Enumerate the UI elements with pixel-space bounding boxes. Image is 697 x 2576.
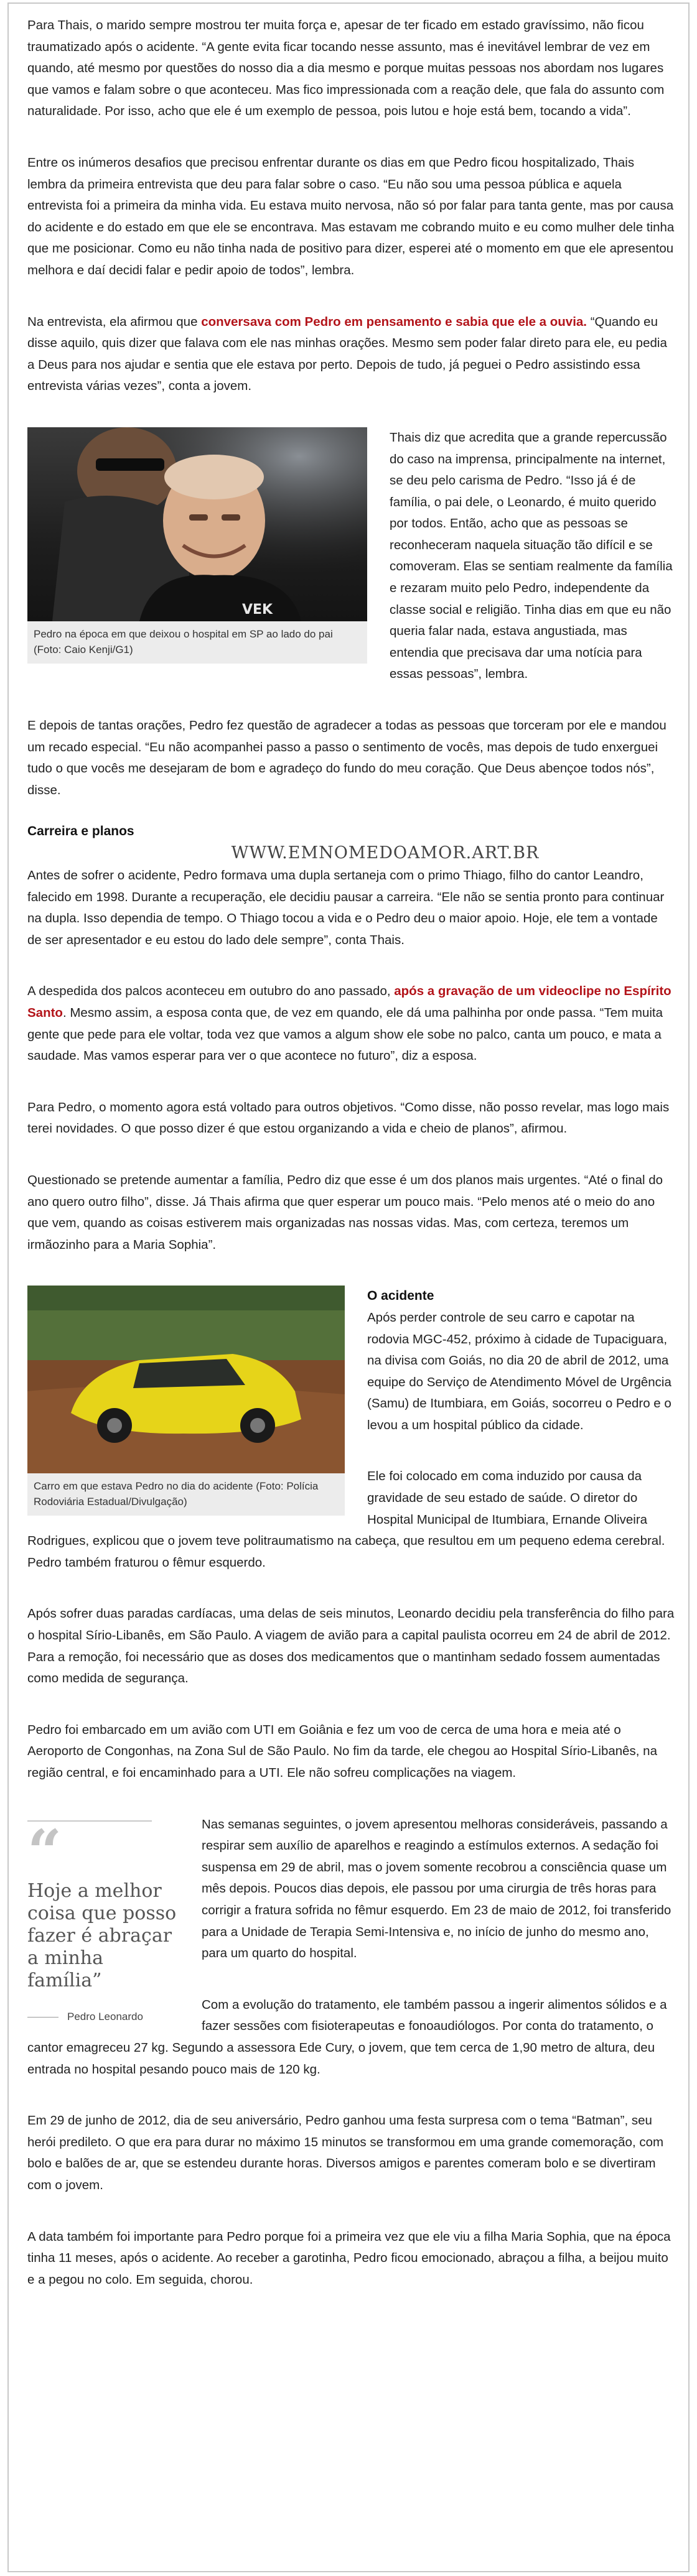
article-frame: [7, 2, 690, 2572]
highlight-link[interactable]: após a gravação de um videoclipe no Espírito Santo: [27, 984, 671, 1020]
paragraph: E depois de tantas orações, Pedro fez questão de agradecer a todas as pessoas que torceram por ele e mandou um recado especial. “Eu não acompanhei passo a passo o sentimento de vocês, mas depois de tudo enxerguei tudo o que vocês me desejaram de bom e agradeço do fundo do meu coração. Que Deus abençoe todos nós”, disse.: [27, 718, 667, 797]
paragraph: Para Pedro, o momento agora está voltado para outros objetivos. “Como disse, não posso revelar, mas logo mais terei novidades. O que posso dizer é que estou organizando a vida e cheio de planos”, afirmou.: [27, 1100, 670, 1136]
section-heading: Carreira e planos: [27, 824, 134, 839]
photo-illustration: [27, 427, 367, 621]
paragraph: Com a evolução do tratamento, ele também passou a ingerir alimentos sólidos e a fazer sessões com fisioterapeutas e fonoaudiólogos. Por conta do tratamento, o cantor emagreceu 27 kg. Segundo a assessora Ede Cury, o jovem, que tem cerca de 1,90 metro de altura, deu entrada no hospital pesando pouco mais de 120 kg.: [27, 1997, 667, 2077]
author-dash: [27, 2017, 58, 2018]
quote-author: Pedro Leonardo: [27, 2011, 177, 2023]
photo-image: [27, 1286, 345, 1473]
paragraph: Após perder controle de seu carro e capotar na rodovia MGC-452, próximo à cidade de Tupaciguara, na divisa com Goiás, no dia 20 de abril de 2012, uma equipe do Serviço de Atendimento Móvel de Urgência (Samu) de Itumbiara, em Goiás, socorreu o Pedro e o levou a um hospital público da cidade.: [367, 1310, 671, 1432]
photo-caption: Pedro na época em que deixou o hospital em SP ao lado do pai (Foto: Caio Kenji/G1): [34, 628, 333, 656]
paragraph: A despedida dos palcos aconteceu em outubro do ano passado, após a gravação de um videoclipe no Espírito Santo. Mesmo assim, a esposa conta que, de vez em quando, ele dá uma palhinha por onde passa. “Tem muita gente que pede para ele voltar, toda vez que vamos a algum show ele sobe no palco, canta um pouco, e mata a saudade. Mas vamos esperar para ver o que acontece no futuro”, diz a esposa.: [27, 984, 671, 1063]
paragraph: Após sofrer duas paradas cardíacas, uma delas de seis minutos, Leonardo decidiu pela transferência do filho para o hospital Sírio-Libanês, em São Paulo. A viagem de avião para a capital paulista ocorreu em 24 de abril de 2012. Para a remoção, foi necessário que as doses dos medicamentos que o mantinham sedado fossem aumentadas como medida de segurança.: [27, 1606, 675, 1686]
paragraph: Thais diz que acredita que a grande repercussão do caso na imprensa, principalmente na internet, se deu pelo carisma de Pedro. “Isso já é de família, o pai dele, o Leonardo, é muito querido por todos. Então, acho que as pessoas se reconheceram naquela situação tão difícil e se comoveram. Elas se sentiam realmente da família e rezaram muito pelo Pedro, independente da classe social e religião. Tinha dias em que eu não queria falar nada, estava angustiada, mas entendia que precisava dar uma notícia para essas pessoas”, lembra.: [390, 430, 673, 682]
paragraph: Em 29 de junho de 2012, dia de seu aniversário, Pedro ganhou uma festa surpresa com o tema “Batman”, seu herói predileto. O que era para durar no máximo 15 minutos se transformou em uma grande comemoração, com bolo e balões de ar, que se estendeu durante horas. Diversos amigos e parentes comeram bolo e se divertiram com o jovem.: [27, 2113, 664, 2192]
quote-text: Hoje a melhor coisa que posso fazer é abraçar a minha família”: [27, 1879, 177, 1991]
watermark-text: WWW.EMNOMEDOAMOR.ART.BR: [231, 843, 540, 863]
pull-quote: [27, 1816, 177, 2023]
photo-caption: Carro em que estava Pedro no dia do acidente (Foto: Polícia Rodoviária Estadual/Divulgação): [34, 1480, 319, 1508]
photo-crashed-car: [27, 1286, 345, 1516]
paragraph: Para Thais, o marido sempre mostrou ter muita força e, apesar de ter ficado em estado gravíssimo, não ficou traumatizado após o acidente. “A gente evita ficar tocando nesse assunto, mas é inevitável lembrar de vez em quando, até mesmo por questões do nosso dia a dia mesmo e porque muitas pessoas nos abordam nos lugares que vamos e falam sobre o que aconteceu. Mas fico impressionada com a reação dele, que fala do assunto com naturalidade. Por isso, acho que ele é um exemplo de pessoa, pois lutou e hoje está bem, tocando a vida”.: [27, 18, 665, 119]
section-heading: O acidente: [367, 1289, 434, 1304]
paragraph: Na entrevista, ela afirmou que conversava com Pedro em pensamento e sabia que ele a ouvia. “Quando eu disse aquilo, quis dizer que falava com ele nas minhas orações. Mesmo sem poder falar direto para ele, eu pedia a Deus para nos ajudar e sentia que ele estava por perto. Depois de tudo, já peguei o Pedro assistindo essa entrevista várias vezes”, conta a jovem.: [27, 314, 667, 394]
paragraph: Questionado se pretende aumentar a família, Pedro diz que esse é um dos planos mais urgentes. “Até o final do ano quero outro filho”, disse. Já Thais afirma que quer esperar um pouco mais. “Pelo menos até o meio do ano que vem, quando as coisas estiverem mais organizadas nas nossas vidas. Mas, com certeza, teremos um irmãozinho para a Maria Sophia”.: [27, 1172, 663, 1252]
photo-pedro-and-father: [27, 427, 367, 664]
paragraph: Ele foi colocado em coma induzido por causa da gravidade de seu estado de saúde. O diretor do Hospital Municipal de Itumbiara, Ernande Oliveira Rodrigues, explicou que o jovem teve politraumatismo na cabeça, que resultou em um pequeno edema cerebral. Pedro também fraturou o fêmur esquerdo.: [27, 1469, 665, 1570]
photo-image: [27, 427, 367, 621]
paragraph: A data também foi importante para Pedro porque foi a primeira vez que ele viu a filha Maria Sophia, que na época tinha 11 meses, após o acidente. Ao receber a garotinha, Pedro ficou emocionado, abraçou a filha, a beijou muito e a pegou no colo. Em seguida, chorou.: [27, 2229, 671, 2287]
photo-illustration: [27, 1286, 345, 1473]
paragraph: Antes de sofrer o acidente, Pedro formava uma dupla sertaneja com o primo Thiago, filho do cantor Leandro, falecido em 1998. Durante a recuperação, ele decidiu pausar a carreira. “Ele não se sentia pronto para continuar na dupla. Isso dependia de tempo. O Thiago tocou a vida e o Pedro deu o maior apoio. Hoje, ele tem a vontade de ser apresentador e eu estou do lado dele sempre”, conta Thais.: [27, 868, 665, 947]
paragraph: Entre os inúmeros desafios que precisou enfrentar durante os dias em que Pedro ficou hospitalizado, Thais lembra da primeira entrevista que deu para falar sobre o caso. “Eu não sou uma pessoa pública e aquela entrevista foi a primeira da minha vida. Eu estava muito nervosa, não só por falar para tanta gente, mas por causa do acidente e do estado em que ele se encontrava. Mas estavam me cobrando muito e eu como mulher dele tinha que me posicionar. Como eu não tinha nada de positivo para dizer, esperei até o momento em que ele apresentou melhora e daí decidi falar e pedir apoio de todos”, lembra.: [27, 155, 675, 277]
article-body: [27, 15, 675, 2320]
highlight-link[interactable]: conversava com Pedro em pensamento e sabia que ele a ouvia.: [201, 314, 587, 329]
paragraph: Nas semanas seguintes, o jovem apresentou melhoras consideráveis, passando a respirar sem auxílio de aparelhos e reagindo a estímulos externos. A sedação foi suspensa em 29 de abril, mas o jovem somente recobrou a consciência quase um mês depois. Poucos dias depois, ele passou por uma cirurgia de três horas para corrigir a fratura sofrida no fêmur esquerdo. Em 23 de maio de 2012, foi transferido para a Unidade de Terapia Semi-Intensiva e, no início de junho do mesmo ano, para um quarto do hospital.: [202, 1817, 671, 1961]
shirt-text: VEK: [242, 601, 273, 618]
quote-mark-icon: “: [27, 1816, 62, 1887]
paragraph: Pedro foi embarcado em um avião com UTI em Goiânia e fez um voo de cerca de uma hora e meia até o Aeroporto de Congonhas, na Zona Sul de São Paulo. No fim da tarde, ele chegou ao Hospital Sírio-Libanês, na região central, e foi encaminhado para a UTI. Ele não sofreu complicações na viagem.: [27, 1722, 657, 1780]
